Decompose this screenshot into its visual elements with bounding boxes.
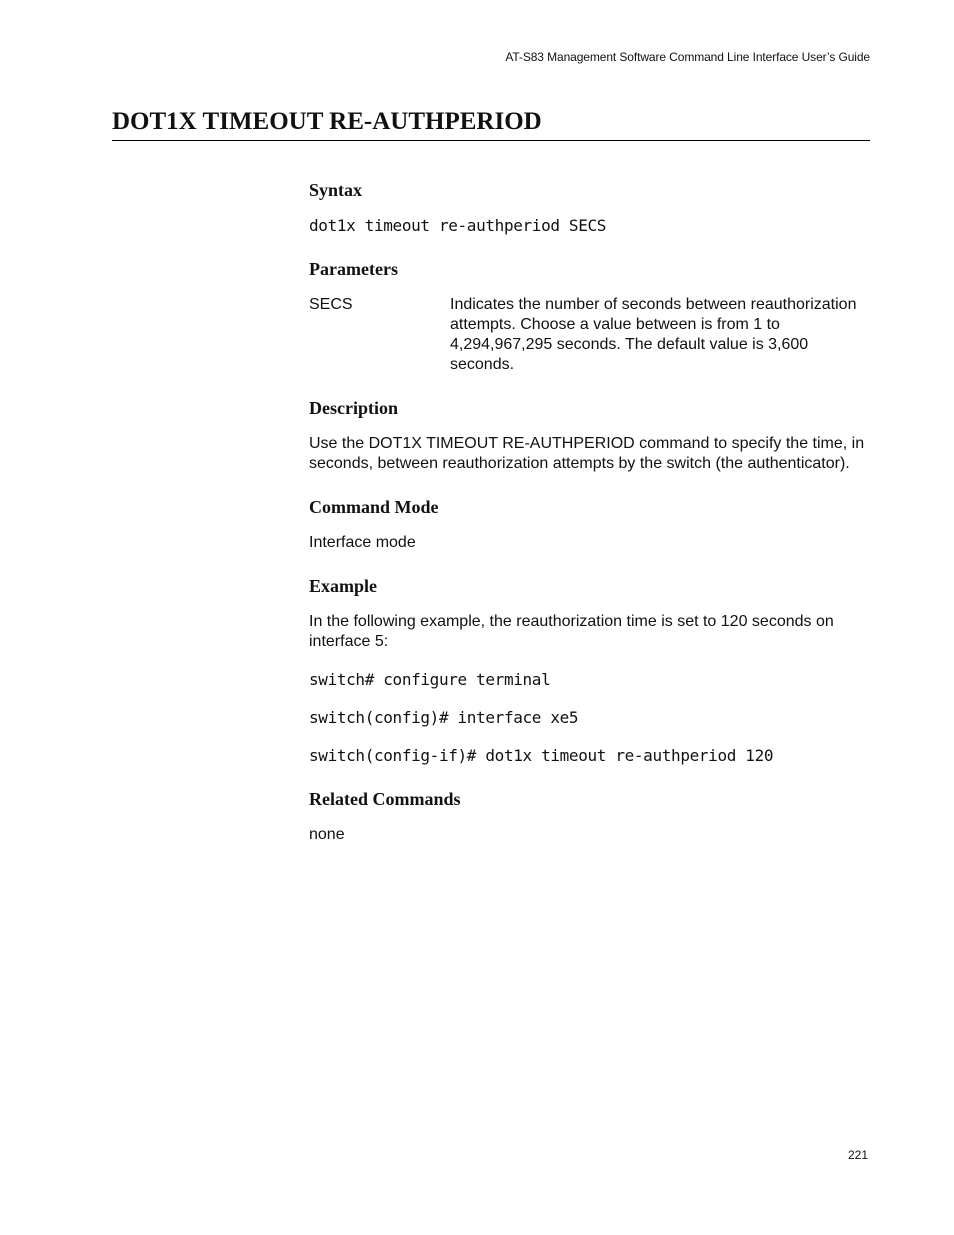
description-heading: Description (309, 398, 398, 418)
description-section (309, 396, 870, 474)
related-commands-text: none (309, 826, 345, 843)
parameter-description: Indicates the number of seconds between reauthorization attempts. Choose a value between is from 1 to 4,294,967,295 seconds. The default value is 3,600 seconds. (450, 296, 857, 373)
example-heading: Example (309, 576, 378, 596)
running-header: AT-S83 Management Software Command Line Interface User’s Guide (505, 50, 870, 64)
title-divider (112, 140, 870, 141)
parameter-name: SECS (309, 296, 353, 313)
main-content (309, 178, 870, 845)
related-commands-section (309, 787, 870, 845)
parameter-row (309, 295, 870, 375)
example-code-line: switch(config)# interface xe5 (309, 708, 579, 727)
command-mode-heading: Command Mode (309, 497, 439, 517)
example-code-line: switch(config-if)# dot1x timeout re-authperiod 120 (309, 746, 774, 765)
syntax-section (309, 178, 870, 236)
command-mode-text: Interface mode (309, 534, 416, 551)
related-commands-heading: Related Commands (309, 789, 461, 809)
syntax-command: dot1x timeout re-authperiod SECS (309, 216, 607, 235)
page-number: 221 (847, 1148, 868, 1162)
syntax-heading: Syntax (309, 180, 363, 200)
command-mode-section (309, 495, 870, 553)
example-section (309, 574, 870, 766)
example-text: In the following example, the reauthorization time is set to 120 seconds on interface 5: (309, 613, 834, 650)
parameters-heading: Parameters (309, 259, 398, 279)
parameters-section (309, 257, 870, 375)
description-text: Use the DOT1X TIMEOUT RE-AUTHPERIOD command to specify the time, in seconds, between reauthorization attempts by the switch (the authenticator). (309, 435, 865, 472)
page-title: DOT1X TIMEOUT RE-AUTHPERIOD (112, 108, 542, 135)
example-code-line: switch# configure terminal (309, 670, 551, 689)
